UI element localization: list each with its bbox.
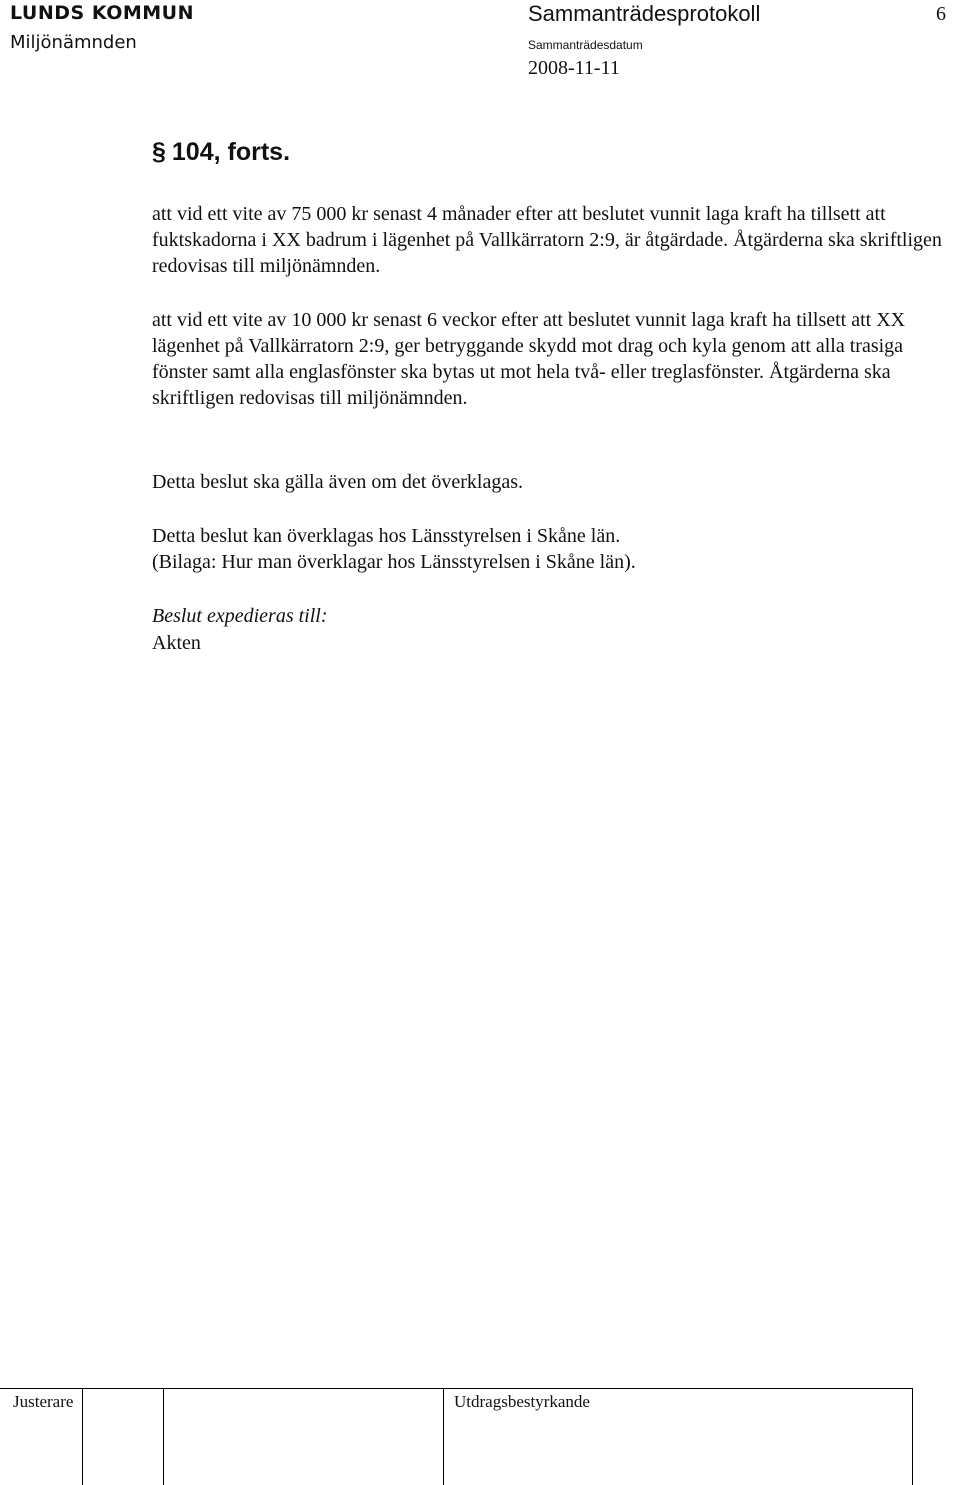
validity-statement: Detta beslut ska gälla även om det överklagas. bbox=[152, 471, 523, 493]
organization-name: LUNDS KOMMUN bbox=[10, 2, 194, 24]
extract-cert-label: Utdragsbestyrkande bbox=[454, 1392, 590, 1411]
section-heading bbox=[152, 138, 290, 167]
document-type: Sammanträdesprotokoll bbox=[528, 1, 761, 26]
adjusters-label: Justerare bbox=[13, 1392, 74, 1411]
decision-paragraph-1: att vid ett vite av 75 000 kr senast 4 månader efter att beslutet vunnit laga kraft ha tillsett att fuktskadorna i XX badrum i lägenhet på Vallkärratorn 2:9, är åtgärdade. Åtgärderna ska skriftligen redovisas till miljönämnden. bbox=[152, 203, 942, 277]
section-title: 104, forts. bbox=[171, 138, 291, 166]
meeting-date: 2008-11-11 bbox=[528, 57, 620, 79]
dispatch-label: Beslut expedieras till: bbox=[152, 605, 328, 627]
section-symbol: § bbox=[152, 138, 166, 166]
page-number: 6 bbox=[936, 3, 946, 25]
footer-cell-signature-1 bbox=[82, 1389, 164, 1485]
decision-paragraph-2: att vid ett vite av 10 000 kr senast 6 veckor efter att beslutet vunnit laga kraft ha tillsett att XX lägenhet på Vallkärratorn 2:9, ger betryggande skydd mot drag och kyla genom att alla trasiga fönster samt alla englasfönster ska bytas ut mot hela två- eller treglasfönster. Åtgärderna ska skriftligen redovisas till miljönämnden. bbox=[152, 309, 906, 409]
signature-footer bbox=[0, 1388, 913, 1485]
dispatch-recipient: Akten bbox=[152, 632, 201, 654]
date-label: Sammanträdesdatum bbox=[528, 38, 643, 52]
footer-cell-signature-2 bbox=[163, 1389, 444, 1485]
appendix-note: (Bilaga: Hur man överklagar hos Länsstyrelsen i Skåne län). bbox=[152, 551, 636, 573]
board-name: Miljönämnden bbox=[10, 32, 137, 53]
appeal-statement: Detta beslut kan överklagas hos Länsstyrelsen i Skåne län. bbox=[152, 525, 621, 547]
